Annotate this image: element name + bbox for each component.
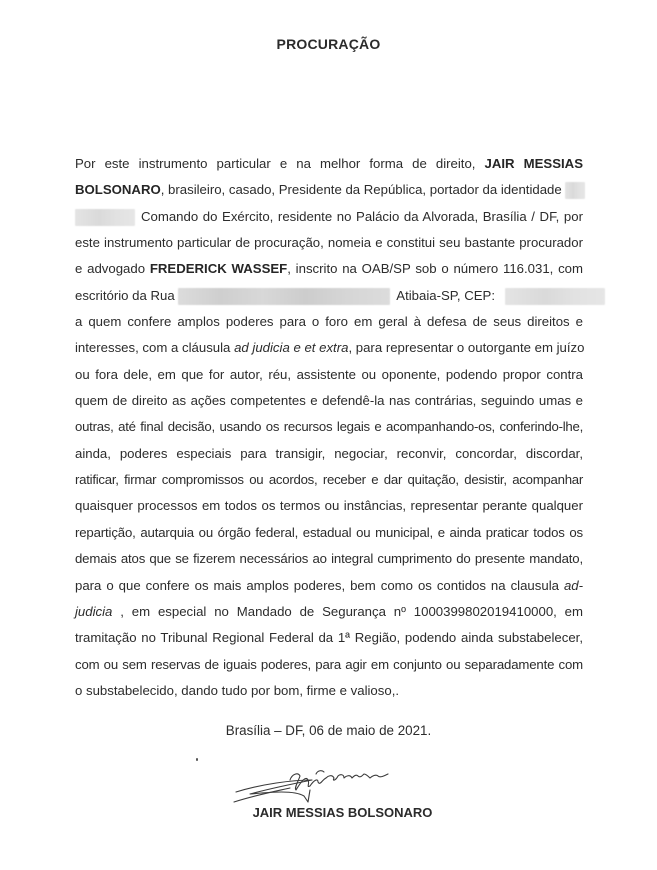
- text-run: para o que confere os mais amplos poderes, bem como os contidos na clausula: [75, 577, 564, 593]
- text-run: escritório da Rua: [75, 287, 179, 303]
- text-run: quem de direito as ações competentes e defendê-la nas contrárias, seguindo umas e: [75, 393, 583, 409]
- text-run: , para representar o outorgante em juízo: [348, 340, 585, 356]
- body-line: [75, 256, 583, 282]
- signer-name: JAIR MESSIAS BOLSONARO: [252, 805, 433, 820]
- body-line: [75, 467, 583, 493]
- text-run: Comando do Exército, residente no Palácio da Alvorada, Brasília / DF, por: [141, 208, 583, 224]
- text-run: com ou sem reservas de iguais poderes, para agir em conjunto ou separadamente com: [75, 656, 583, 672]
- body-line: [75, 678, 583, 704]
- body-line: [75, 414, 583, 440]
- body-line: [75, 652, 583, 678]
- body-line: [75, 177, 583, 203]
- text-run: demais atos que se fizerem necessários ao integral cumprimento do presente mandato,: [75, 551, 583, 567]
- latin-clause: ad judicia e et extra: [234, 340, 349, 356]
- body-line: [75, 362, 583, 388]
- body-line: [75, 335, 583, 361]
- body-line: [75, 599, 583, 625]
- document-body: [75, 151, 583, 704]
- redacted-identity-number: [565, 182, 585, 199]
- body-line: [75, 546, 583, 572]
- body-line: [75, 151, 583, 177]
- text-run: , inscrito na OAB/SP sob o número 116.031, com: [287, 261, 584, 277]
- text-run: Atibaia-SP, CEP:: [396, 287, 496, 303]
- attorney-name: FREDERICK WASSEF: [149, 261, 288, 277]
- latin-clause: ad-: [563, 577, 583, 593]
- body-line: [75, 204, 583, 230]
- text-run: este instrumento particular de procuração, nomeia e constitui seu bastante procurador: [75, 235, 583, 251]
- grantor-name-part2: BOLSONARO: [75, 182, 161, 198]
- text-run: , brasileiro, casado, Presidente da República, portador da identidade: [160, 182, 566, 198]
- document-title: PROCURAÇÃO: [276, 36, 381, 52]
- text-run: tramitação no Tribunal Regional Federal da 1ª Região, podendo ainda substabelecer,: [75, 630, 583, 646]
- body-line: [75, 625, 583, 651]
- body-line: [75, 441, 583, 467]
- handwritten-signature: [232, 766, 402, 806]
- body-line: [75, 573, 583, 599]
- body-line: [75, 493, 583, 519]
- redacted-street-address: [178, 288, 390, 305]
- text-run: ou fora dele, em que for autor, réu, assistente ou oponente, podendo propor contra: [75, 366, 583, 382]
- text-run: , em especial no Mandado de Segurança nº 1000399802019410000, em: [112, 603, 583, 619]
- text-run: ainda, poderes especiais para transigir, negociar, reconvir, concordar, discordar,: [75, 445, 583, 461]
- body-line: [75, 309, 583, 335]
- text-run: a quem confere amplos poderes para o foro em geral à defesa de seus direitos e: [75, 314, 583, 330]
- body-line: [75, 230, 583, 256]
- latin-clause: judicia: [75, 603, 113, 619]
- text-run: repartição, autarquia ou órgão federal, estadual ou municipal, e ainda praticar todos os: [75, 524, 583, 540]
- text-run: e advogado: [75, 261, 150, 277]
- redacted-postal-code: [505, 288, 605, 305]
- ink-speck: [196, 758, 198, 761]
- text-run: ratificar, firmar compromissos ou acordos, receber e dar quitação, desistir, acompanhar: [75, 472, 583, 488]
- body-line: [75, 388, 583, 414]
- text-run: interesses, com a cláusula: [75, 340, 235, 356]
- text-run: Por este instrumento particular e na melhor forma de direito,: [75, 156, 485, 171]
- body-line: [75, 520, 583, 546]
- text-run: quaisquer processos em todos os termos ou instâncias, representar perante qualquer: [75, 498, 583, 514]
- place-and-date: Brasília – DF, 06 de maio de 2021.: [225, 723, 432, 738]
- text-run: o substabelecido, dando tudo por bom, firme e valioso,.: [75, 682, 400, 698]
- grantor-name-part1: JAIR MESSIAS: [484, 156, 583, 171]
- redacted-identity-number-continued: [75, 209, 135, 226]
- text-run: outras, até final decisão, usando os recursos legais e acompanhando-os, conferindo-lhe,: [75, 419, 583, 435]
- body-line: [75, 283, 583, 309]
